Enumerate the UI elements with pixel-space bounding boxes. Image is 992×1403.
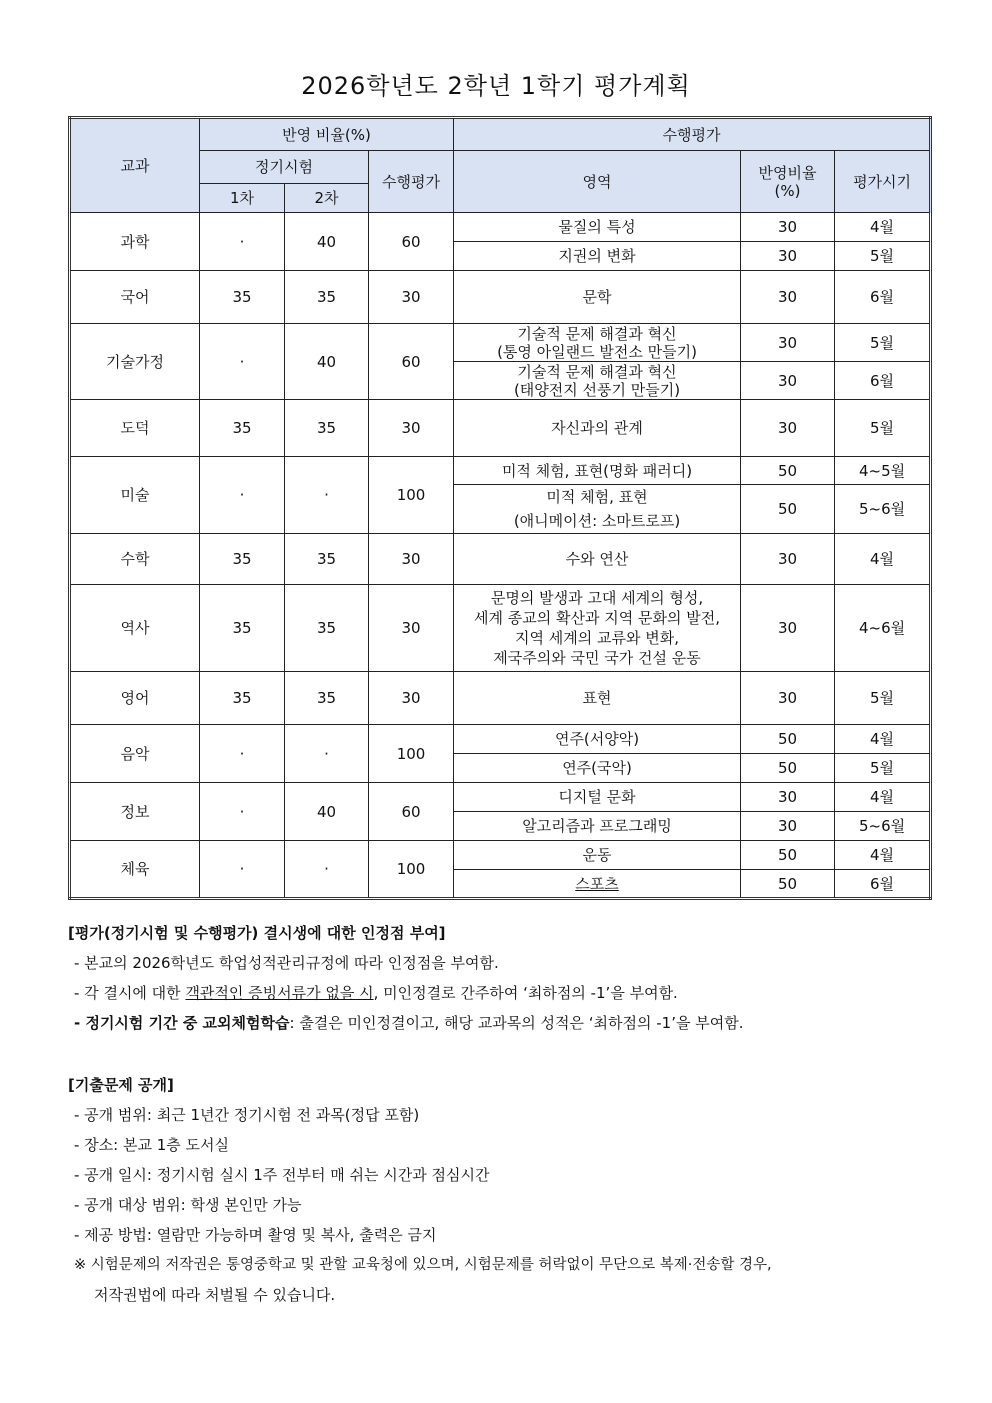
weight-cell: 50 — [741, 870, 835, 899]
first-exam-cell: · — [200, 213, 285, 271]
weight-cell: 30 — [741, 400, 835, 457]
past-exam-heading: [기출문제 공개] — [68, 1076, 174, 1094]
area-cell: 미적 체험, 표현(명화 패러디) — [454, 457, 741, 485]
performance-cell: 100 — [369, 725, 454, 783]
header-area: 영역 — [454, 151, 741, 213]
header-performance-group: 수행평가 — [454, 118, 931, 151]
subject-cell: 기술가정 — [70, 324, 200, 400]
weight-cell: 30 — [741, 362, 835, 400]
period-cell: 6월 — [835, 271, 931, 324]
past-exam-line-5: - 제공 방법: 열람만 가능하며 촬영 및 복사, 출력은 금지 — [74, 1226, 437, 1244]
past-exam-line-1: - 공개 범위: 최근 1년간 정기시험 전 과목(정답 포함) — [74, 1106, 420, 1124]
past-exam-line-6: ※ 시험문제의 저작권은 통영중학교 및 관할 교육청에 있으며, 시험문제를 허락없이 무단으로 복제·전송할 경우, — [74, 1257, 772, 1273]
weight-cell: 30 — [741, 213, 835, 242]
past-exam-line-4: - 공개 대상 범위: 학생 본인만 가능 — [74, 1196, 302, 1214]
weight-cell: 30 — [741, 812, 835, 841]
performance-cell: 30 — [369, 271, 454, 324]
area-cell: 문학 — [454, 271, 741, 324]
absence-line-2c: , 미인정결로 간주하여 ‘최하점의 -1’을 부여함. — [373, 984, 678, 1002]
absence-heading: [평가(정기시험 및 수행평가) 결시생에 대한 인정점 부여] — [68, 924, 446, 942]
first-exam-cell: 35 — [200, 534, 285, 585]
header-weight-line1: 반영비율 — [758, 163, 817, 182]
table-row — [70, 271, 931, 324]
absence-line-1: - 본교의 2026학년도 학업성적관리규정에 따라 인정점을 부여함. — [74, 954, 499, 972]
area-cell: 지권의 변화 — [454, 242, 741, 271]
absence-line-3 — [68, 1008, 938, 1038]
period-cell: 5월 — [835, 400, 931, 457]
area-cell: 운동 — [454, 841, 741, 870]
weight-cell: 30 — [741, 534, 835, 585]
past-exam-section — [68, 1070, 938, 1310]
table-row — [70, 725, 931, 754]
table-row — [70, 783, 931, 812]
absence-line-2 — [68, 978, 938, 1008]
first-exam-cell: · — [200, 841, 285, 899]
header-first: 1차 — [200, 184, 285, 213]
area-cell: 디지털 문화 — [454, 783, 741, 812]
period-cell: 6월 — [835, 870, 931, 899]
table-row — [70, 841, 931, 870]
first-exam-cell: · — [200, 783, 285, 841]
area-cell — [454, 324, 741, 362]
area-cell: 자신과의 관계 — [454, 400, 741, 457]
period-cell: 5~6월 — [835, 812, 931, 841]
subject-cell: 음악 — [70, 725, 200, 783]
first-exam-cell: 35 — [200, 400, 285, 457]
first-exam-cell: · — [200, 725, 285, 783]
table-row — [70, 672, 931, 725]
second-exam-cell: · — [285, 841, 369, 899]
area-line: (애니메이션: 소마트로프) — [513, 512, 681, 530]
second-exam-cell: · — [285, 725, 369, 783]
header-second: 2차 — [285, 184, 369, 213]
second-exam-cell: 40 — [285, 783, 369, 841]
absence-line-3a: - 정기시험 기간 중 교외체험학습 — [74, 1014, 290, 1032]
second-exam-cell: 40 — [285, 213, 369, 271]
weight-cell: 30 — [741, 672, 835, 725]
absence-line-3b: : 출결은 미인정결이고, 해당 교과목의 성적은 ‘최하점의 -1’을 부여함. — [289, 1014, 744, 1032]
second-exam-cell: 35 — [285, 672, 369, 725]
area-cell — [454, 585, 741, 672]
area-cell: 수와 연산 — [454, 534, 741, 585]
performance-cell: 100 — [369, 841, 454, 899]
area-line: 문명의 발생과 고대 세계의 형성, — [490, 589, 704, 607]
weight-cell: 50 — [741, 841, 835, 870]
past-exam-line-3: - 공개 일시: 정기시험 실시 1주 전부터 매 쉬는 시간과 점심시간 — [74, 1166, 490, 1184]
second-exam-cell: 35 — [285, 534, 369, 585]
table-row — [70, 324, 931, 362]
first-exam-cell: 35 — [200, 585, 285, 672]
subject-cell: 국어 — [70, 271, 200, 324]
evaluation-plan-table — [68, 116, 932, 900]
absence-section — [68, 918, 938, 1038]
weight-cell: 30 — [741, 271, 835, 324]
weight-cell: 30 — [741, 242, 835, 271]
area-line: 미적 체험, 표현 — [546, 488, 648, 506]
header-ratio: 반영 비율(%) — [200, 118, 454, 151]
table-row — [70, 213, 931, 242]
header-period: 평가시기 — [835, 151, 931, 213]
absence-line-2b: 객관적인 증빙서류가 없을 시 — [185, 984, 374, 1002]
area-line: 기술적 문제 해결과 혁신 — [517, 362, 677, 381]
period-cell: 5월 — [835, 242, 931, 271]
performance-cell: 60 — [369, 324, 454, 400]
period-cell: 4~6월 — [835, 585, 931, 672]
area-line: 세계 종교의 확산과 지역 문화의 발전, — [474, 609, 721, 627]
subject-cell: 정보 — [70, 783, 200, 841]
performance-cell: 30 — [369, 585, 454, 672]
subject-cell: 수학 — [70, 534, 200, 585]
subject-cell: 체육 — [70, 841, 200, 899]
weight-cell: 30 — [741, 783, 835, 812]
area-cell: 표현 — [454, 672, 741, 725]
subject-cell: 도덕 — [70, 400, 200, 457]
area-line: (태양전지 선풍기 만들기) — [513, 380, 681, 399]
header-subject: 교과 — [70, 118, 200, 213]
header-weight-line2: (%) — [774, 181, 801, 200]
table-row — [70, 400, 931, 457]
first-exam-cell: 35 — [200, 271, 285, 324]
area-line: (통영 아일랜드 발전소 만들기) — [497, 342, 697, 361]
table-row — [70, 534, 931, 585]
absence-line-2a: - 각 결시에 대한 — [74, 984, 186, 1002]
header-performance: 수행평가 — [369, 151, 454, 213]
header-regular-exam: 정기시험 — [200, 151, 369, 184]
period-cell: 5월 — [835, 324, 931, 362]
period-cell: 4월 — [835, 725, 931, 754]
period-cell: 4월 — [835, 213, 931, 242]
period-cell: 4월 — [835, 534, 931, 585]
subject-cell: 역사 — [70, 585, 200, 672]
area-cell: 알고리즘과 프로그래밍 — [454, 812, 741, 841]
period-cell: 5월 — [835, 754, 931, 783]
performance-cell: 30 — [369, 400, 454, 457]
period-cell: 5월 — [835, 672, 931, 725]
first-exam-cell: · — [200, 457, 285, 534]
performance-cell: 60 — [369, 783, 454, 841]
period-cell: 6월 — [835, 362, 931, 400]
weight-cell: 50 — [741, 457, 835, 485]
period-cell: 4~5월 — [835, 457, 931, 485]
performance-cell: 30 — [369, 672, 454, 725]
subject-cell: 과학 — [70, 213, 200, 271]
area-cell: 연주(국악) — [454, 754, 741, 783]
table-row — [70, 457, 931, 485]
area-cell — [454, 362, 741, 400]
performance-cell: 30 — [369, 534, 454, 585]
weight-cell: 50 — [741, 754, 835, 783]
weight-cell: 30 — [741, 585, 835, 672]
area-text: 스포츠 — [575, 874, 619, 893]
subject-cell: 영어 — [70, 672, 200, 725]
weight-cell: 50 — [741, 485, 835, 534]
page-title: 2026학년도 2학년 1학기 평가계획 — [301, 72, 691, 100]
second-exam-cell: 40 — [285, 324, 369, 400]
period-cell: 4월 — [835, 783, 931, 812]
first-exam-cell: · — [200, 324, 285, 400]
period-cell: 4월 — [835, 841, 931, 870]
table-row — [70, 585, 931, 672]
area-line: 제국주의와 국민 국가 건설 운동 — [493, 649, 701, 667]
subject-cell: 미술 — [70, 457, 200, 534]
past-exam-line-2: - 장소: 본교 1층 도서실 — [74, 1136, 230, 1154]
past-exam-line-7: 저작권법에 따라 처벌될 수 있습니다. — [94, 1286, 336, 1304]
area-cell: 물질의 특성 — [454, 213, 741, 242]
second-exam-cell: 35 — [285, 585, 369, 672]
area-line: 기술적 문제 해결과 혁신 — [517, 324, 677, 343]
performance-cell: 60 — [369, 213, 454, 271]
header-weight — [741, 151, 835, 213]
area-line: 지역 세계의 교류와 변화, — [515, 629, 680, 647]
second-exam-cell: 35 — [285, 271, 369, 324]
second-exam-cell: 35 — [285, 400, 369, 457]
weight-cell: 50 — [741, 725, 835, 754]
performance-cell: 100 — [369, 457, 454, 534]
area-cell — [454, 485, 741, 534]
period-cell: 5~6월 — [835, 485, 931, 534]
weight-cell: 30 — [741, 324, 835, 362]
area-cell: 연주(서양악) — [454, 725, 741, 754]
area-cell — [454, 870, 741, 899]
second-exam-cell: · — [285, 457, 369, 534]
first-exam-cell: 35 — [200, 672, 285, 725]
